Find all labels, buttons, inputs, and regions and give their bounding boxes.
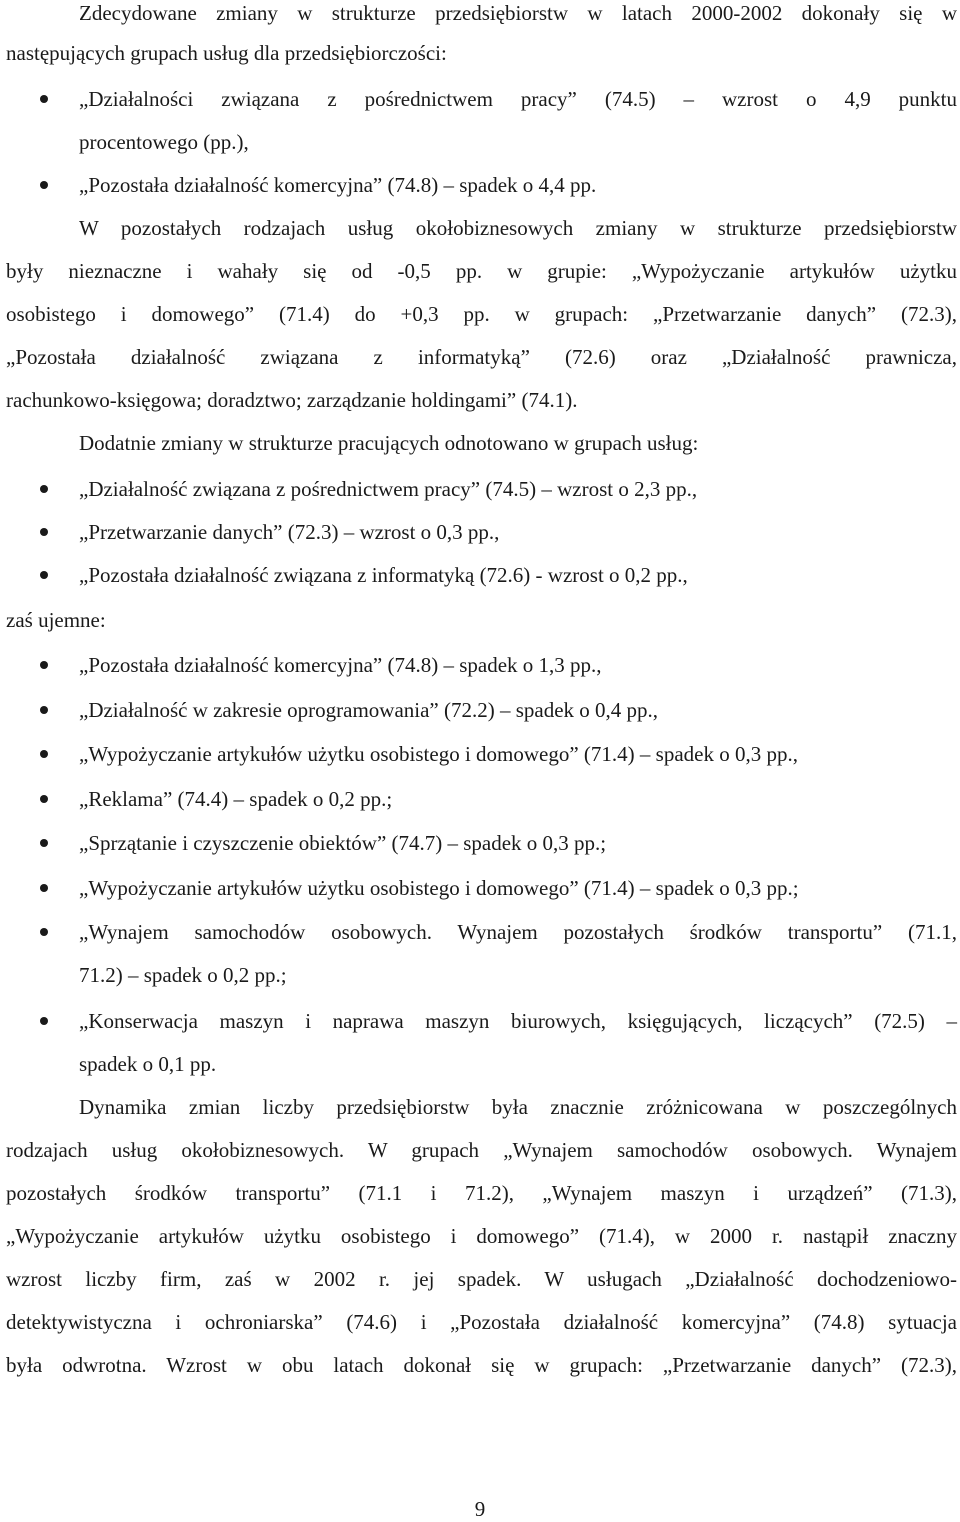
text-line: W pozostałych rodzajach usług okołobiznesowych zmiany w strukturze przedsiębiorstw [79,216,957,240]
page-number: 9 [474,1497,486,1521]
list-item-continuation: 71.2) – spadek o 0,2 pp.; [79,963,287,987]
bullet-icon [40,839,48,847]
list-item-continuation: procentowego (pp.), [79,130,249,154]
text-line: osobistego i domowego” (71.4) do +0,3 pp. w grupach: „Przetwarzanie danych” (72.3), [6,302,957,326]
text-line: detektywistyczna i ochroniarska” (74.6) i „Pozostała działalność komercyjna” (74.8) sytuacja [6,1310,957,1334]
bullet-icon [40,181,48,189]
text-line: były nieznaczne i wahały się od -0,5 pp. w grupie: „Wypożyczanie artykułów użytku [6,259,957,283]
text-line: „Pozostała działalność związana z informatyką” (72.6) oraz „Działalność prawnicza, [6,345,957,369]
list-item: „Wynajem samochodów osobowych. Wynajem pozostałych środków transportu” (71.1, [79,920,957,944]
bullet-icon [40,928,48,936]
list-item: „Pozostała działalność związana z informatyką (72.6) - wzrost o 0,2 pp., [79,563,688,587]
text-line: następujących grupach usług dla przedsiębiorczości: [6,41,447,65]
list-item: „Wypożyczanie artykułów użytku osobistego i domowego” (71.4) – spadek o 0,3 pp.; [79,876,799,900]
bullet-icon [40,750,48,758]
text-line: pozostałych środków transportu” (71.1 i 71.2), „Wynajem maszyn i urządzeń” (71.3), [6,1181,957,1205]
list-item: „Reklama” (74.4) – spadek o 0,2 pp.; [79,787,393,811]
list-item: „Pozostała działalność komercyjna” (74.8) – spadek o 4,4 pp. [79,173,597,197]
list-item: „Konserwacja maszyn i naprawa maszyn biurowych, księgujących, liczących” (72.5) – [79,1009,957,1033]
bullet-icon [40,661,48,669]
text-line: „Wypożyczanie artykułów użytku osobistego i domowego” (71.4), w 2000 r. nastąpił znaczny [6,1224,957,1248]
list-item: „Działalność w zakresie oprogramowania” (72.2) – spadek o 0,4 pp., [79,698,659,722]
list-item: „Wypożyczanie artykułów użytku osobistego i domowego” (71.4) – spadek o 0,3 pp., [79,742,798,766]
list-item: „Pozostała działalność komercyjna” (74.8) – spadek o 1,3 pp., [79,653,602,677]
bullet-icon [40,95,48,103]
text-line: rachunkowo-księgowa; doradztwo; zarządzanie holdingami” (74.1). [6,388,578,412]
list-item: „Działalności związana z pośrednictwem pracy” (74.5) – wzrost o 4,9 punktu [79,87,957,111]
bullet-icon [40,528,48,536]
bullet-icon [40,884,48,892]
text-line: Dynamika zmian liczby przedsiębiorstw była znacznie zróżnicowana w poszczególnych [79,1095,957,1119]
list-item-continuation: spadek o 0,1 pp. [79,1052,217,1076]
list-item: „Sprzątanie i czyszczenie obiektów” (74.7) – spadek o 0,3 pp.; [79,831,607,855]
text-line: wzrost liczby firm, zaś w 2002 r. jej spadek. W usługach „Działalność dochodzeniowo- [6,1267,957,1291]
bullet-icon [40,706,48,714]
text-line: Dodatnie zmiany w strukturze pracujących odnotowano w grupach usług: [79,431,699,455]
text-line: rodzajach usług okołobiznesowych. W grupach „Wynajem samochodów osobowych. Wynajem [6,1138,957,1162]
bullet-icon [40,571,48,579]
bullet-icon [40,795,48,803]
text-line: była odwrotna. Wzrost w obu latach dokonał się w grupach: „Przetwarzanie danych” (72.3), [6,1353,957,1377]
text-line: zaś ujemne: [6,608,106,632]
text-line: Zdecydowane zmiany w strukturze przedsiębiorstw w latach 2000-2002 dokonały się w [79,1,957,25]
list-item: „Przetwarzanie danych” (72.3) – wzrost o 0,3 pp., [79,520,500,544]
bullet-icon [40,1017,48,1025]
bullet-icon [40,485,48,493]
list-item: „Działalność związana z pośrednictwem pracy” (74.5) – wzrost o 2,3 pp., [79,477,698,501]
